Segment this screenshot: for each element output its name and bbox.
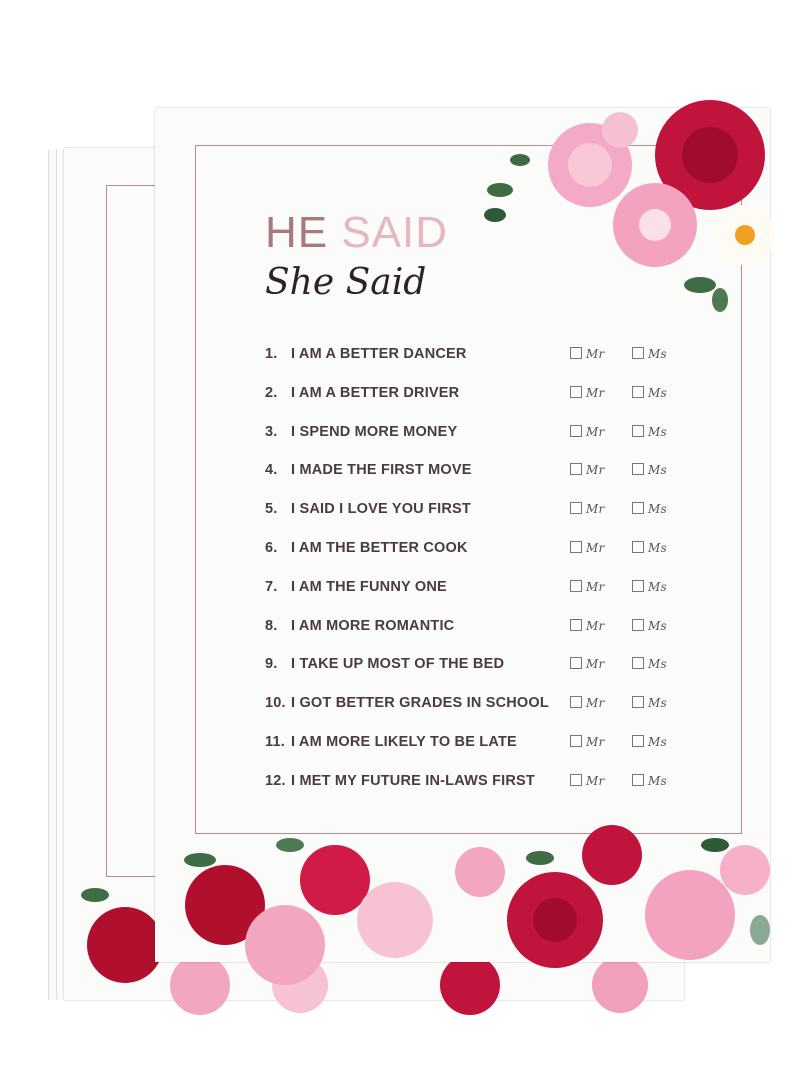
question-number: 3. xyxy=(265,423,278,440)
option-ms-label: Ms xyxy=(648,463,667,478)
option-ms-label: Ms xyxy=(648,385,667,400)
option-ms-label: Ms xyxy=(648,502,667,517)
question-number: 7. xyxy=(265,578,278,595)
option-ms-label: Ms xyxy=(648,657,667,672)
question-number: 5. xyxy=(265,501,278,518)
option-mr-label: Mr xyxy=(586,618,605,633)
question-number: 8. xyxy=(265,617,278,634)
question-text: I MADE THE FIRST MOVE xyxy=(291,462,472,479)
option-ms-label: Ms xyxy=(648,541,667,555)
question-text: I AM A BETTER DRIVER xyxy=(291,384,460,401)
question-text: I SPEND MORE MONEY xyxy=(291,423,458,440)
option-mr-label: Mr xyxy=(586,463,605,478)
option-mr-label: Mr xyxy=(586,502,605,517)
option-mr-label: Mr xyxy=(586,347,605,361)
question-number: 2. xyxy=(265,384,278,401)
question-text: I GOT BETTER GRADES IN SCHOOL xyxy=(291,695,549,712)
option-mr-label: Mr xyxy=(586,579,605,594)
option-mr-label: Mr xyxy=(586,773,605,788)
question-number: 11. xyxy=(265,734,285,750)
question-number: 10. xyxy=(265,695,286,712)
question-number: 1. xyxy=(265,346,278,362)
option-mr-label: Mr xyxy=(586,424,605,439)
option-ms-label: Ms xyxy=(648,618,667,633)
option-mr-label: Mr xyxy=(586,541,605,555)
question-number: 9. xyxy=(265,656,278,673)
option-ms-label: Ms xyxy=(648,347,667,361)
option-mr-label: Mr xyxy=(586,735,605,749)
option-ms-label: Ms xyxy=(648,735,667,749)
option-ms-label: Ms xyxy=(648,424,667,439)
question-text: I AM THE FUNNY ONE xyxy=(291,578,447,595)
question-number: 4. xyxy=(265,462,278,479)
option-ms-label: Ms xyxy=(648,773,667,788)
question-text: I TAKE UP MOST OF THE BED xyxy=(291,656,505,673)
question-text: I AM THE BETTER COOK xyxy=(291,540,468,556)
question-text: I AM A BETTER DANCER xyxy=(291,346,467,362)
question-text: I SAID I LOVE YOU FIRST xyxy=(291,501,471,518)
title-she-said: She Said xyxy=(265,262,427,303)
question-text: I MET MY FUTURE IN-LAWS FIRST xyxy=(291,772,535,789)
title-said: SAID xyxy=(341,208,449,257)
option-mr-label: Mr xyxy=(586,385,605,400)
option-ms-label: Ms xyxy=(648,579,667,594)
option-mr-label: Mr xyxy=(586,696,605,711)
title-he: HE xyxy=(265,208,329,257)
option-ms-label: Ms xyxy=(648,696,667,711)
question-number: 6. xyxy=(265,540,278,556)
question-number: 12. xyxy=(265,772,286,789)
option-mr-label: Mr xyxy=(586,657,605,672)
question-text: I AM MORE ROMANTIC xyxy=(291,617,455,634)
question-text: I AM MORE LIKELY TO BE LATE xyxy=(291,734,517,750)
